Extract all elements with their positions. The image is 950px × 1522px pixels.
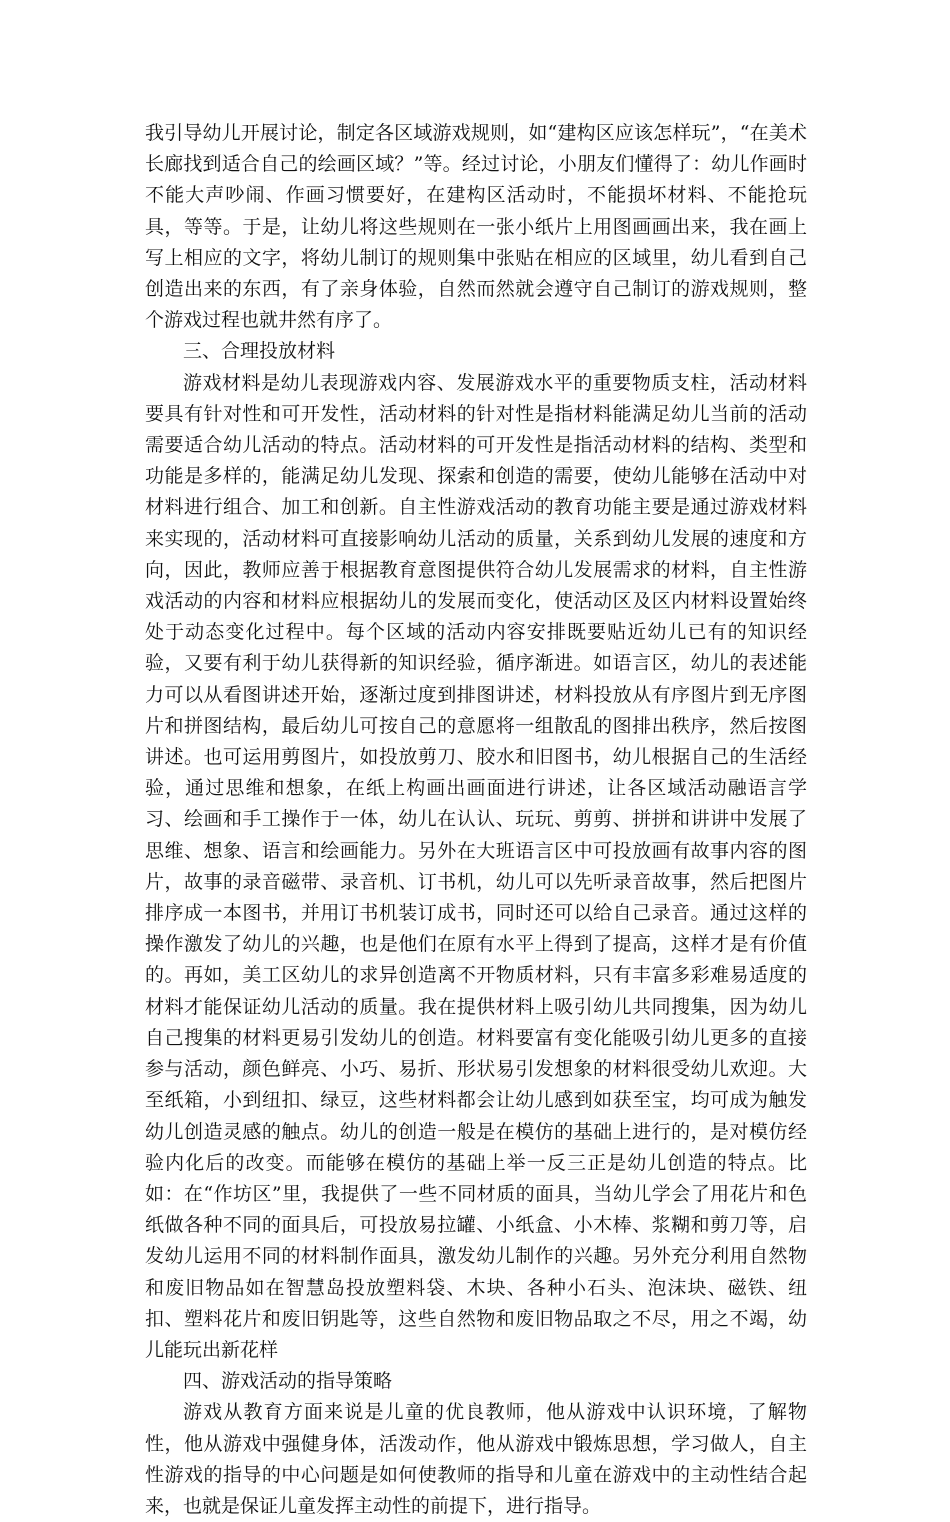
paragraph-rules-discussion: 我引导幼儿开展讨论，制定各区域游戏规则，如“建构区应该怎样玩”，“在美术长廊找到适合自己的绘画区域？”等。经过讨论，小朋友们懂得了：幼儿作画时不能大声吵闹、作画习惯要好，在建构区活动时，不能损坏材料、不能抢玩具，等等。于是，让幼儿将这些规则在一张小纸片上用图画画出来，我在画上写上相应的文字，将幼儿制订的规则集中张贴在相应的区域里，幼儿看到自己创造出来的东西，有了亲身体验，自然而然就会遵守自己制订的游戏规则，整个游戏过程也就井然有序了。 [145, 122, 807, 332]
section-heading-guidance: 四、游戏活动的指导策略 [183, 1370, 393, 1393]
paragraph-materials: 游戏材料是幼儿表现游戏内容、发展游戏水平的重要物质支柱，活动材料要具有针对性和可开发性，活动材料的针对性是指材料能满足幼儿当前的活动需要适合幼儿活动的特点。活动材料的可开发性是指活动材料的结构、类型和功能是多样的，能满足幼儿发现、探索和创造的需要，使幼儿能够在活动中对材料进行组合、加工和创新。自主性游戏活动的教育功能主要是通过游戏材料来实现的，活动材料可直接影响幼儿活动的质量，关系到幼儿发展的速度和方向，因此，教师应善于根据教育意图提供符合幼儿发展需求的材料，自主性游戏活动的内容和材料应根据幼儿的发展而变化，使活动区及区内材料设置始终处于动态变化过程中。每个区域的活动内容安排既要贴近幼儿已有的知识经验，又要有利于幼儿获得新的知识经验，循序渐进。如语言区，幼儿的表述能力可以从看图讲述开始，逐渐过度到排图讲述，材料投放从有序图片到无序图片和拼图结构，最后幼儿可按自己的意愿将一组散乱的图排出秩序，然后按图讲述。也可运用剪图片，如投放剪刀、胶水和旧图书，幼儿根据自己的生活经验，通过思维和想象，在纸上构画出画面进行讲述，让各区域活动融语言学习、绘画和手工操作于一体，幼儿在认认、玩玩、剪剪、拼拼和讲讲中发展了思维、想象、语言和绘画能力。另外在大班语言区中可投放画有故事内容的图片，故事的录音磁带、录音机、订书机，幼儿可以先听录音故事，然后把图片排序成一本图书，并用订书机装订成书，同时还可以给自己录音。通过这样的操作激发了幼儿的兴趣，也是他们在原有水平上得到了提高，这样才是有价值的。再如，美工区幼儿的求异创造离不开物质材料，只有丰富多彩难易适度的材料才能保证幼儿活动的质量。我在提供材料上吸引幼儿共同搜集，因为幼儿自己搜集的材料更易引发幼儿的创造。材料要富有变化能吸引幼儿更多的直接参与活动，颜色鲜亮、小巧、易折、形状易引发想象的材料很受幼儿欢迎。大至纸箱，小到纽扣、绿豆，这些材料都会让幼儿感到如获至宝，均可成为触发幼儿创造灵感的触点。幼儿的创造一般是在模仿的基础上进行的，是对模仿经验内化后的改变。而能够在模仿的基础上举一反三正是幼儿创造的特点。比如：在“作坊区”里，我提供了一些不同材质的面具，当幼儿学会了用花片和色纸做各种不同的面具后，可投放易拉罐、小纸盒、小木棒、浆糊和剪刀等，启发幼儿运用不同的材料制作面具，激发幼儿制作的兴趣。另外充分利用自然物和废旧物品如在智慧岛投放塑料袋、木块、各种小石头、泡沫块、磁铁、纽扣、塑料花片和废旧钥匙等，这些自然物和废旧物品取之不尽，用之不竭，幼儿能玩出新花样 [145, 371, 807, 1361]
section-heading-materials: 三、合理投放材料 [183, 340, 336, 363]
paragraph-guidance: 游戏从教育方面来说是儿童的优良教师，他从游戏中认识环境，了解物性，他从游戏中强健身体，活泼动作，他从游戏中锻炼思想，学习做人，自主性游戏的指导的中心问题是如何使教师的指导和儿童在游戏中的主动性结合起来，也就是保证儿童发挥主动性的前提下，进行指导。 [145, 1401, 807, 1517]
document-body [145, 118, 807, 1522]
